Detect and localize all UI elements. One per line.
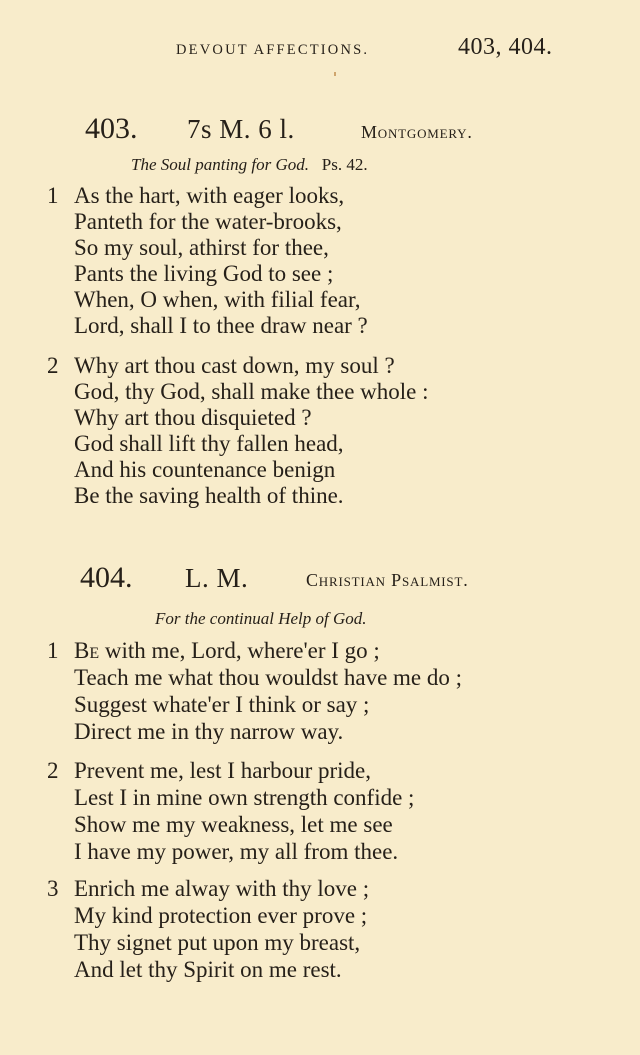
verse-line: Why art thou cast down, my soul ?: [74, 353, 395, 378]
hymn-number: 403.: [85, 112, 138, 145]
hymn-subtitle-text: The Soul panting for God.: [131, 155, 310, 174]
verse-line: [74, 638, 380, 664]
verse-line: Lest I in mine own strength confide ;: [74, 785, 415, 810]
verse-line: And his countenance benign: [74, 457, 336, 482]
running-title: DEVOUT AFFECTIONS.: [176, 42, 370, 58]
verse-line: Direct me in thy narrow way.: [74, 719, 344, 744]
verse-line: Thy signet put upon my breast,: [74, 930, 361, 955]
verse-line: When, O when, with filial fear,: [74, 287, 361, 312]
hymn-404-heading: [0, 561, 640, 601]
verse-line: I have my power, my all from thee.: [74, 839, 399, 864]
first-word-small-caps: Be: [74, 638, 100, 663]
stanza-number: 1: [47, 183, 59, 208]
verse-line: Teach me what thou wouldst have me do ;: [74, 665, 463, 690]
verse-line: Suggest whate'er I think or say ;: [74, 692, 370, 717]
stanza-number: 3: [47, 876, 59, 901]
verse-line: Be the saving health of thine.: [74, 483, 344, 508]
verse-line: Lord, shall I to thee draw near ?: [74, 313, 368, 338]
hymn-meter: L. M.: [185, 563, 249, 593]
verse-line: Pants the living God to see ;: [74, 261, 334, 286]
verse-line: Enrich me alway with thy love ;: [74, 876, 370, 901]
hymn-author: Montgomery.: [361, 122, 473, 142]
hymn-author: Christian Psalmist.: [306, 570, 469, 590]
verse-line: Show me my weakness, let me see: [74, 812, 393, 837]
hymn-subtitle: For the continual Help of God.: [155, 609, 367, 628]
verse-line: Prevent me, lest I harbour pride,: [74, 758, 371, 783]
hymn-meter: 7s M. 6 l.: [187, 114, 295, 144]
verse-line: And let thy Spirit on me rest.: [74, 957, 342, 982]
scripture-reference: Ps. 42.: [321, 155, 368, 174]
hymn-number: 404.: [80, 561, 133, 594]
stanza-number: 2: [47, 353, 59, 378]
first-line-rest: with me, Lord, where'er I go ;: [99, 638, 380, 663]
verse-line: As the hart, with eager looks,: [74, 183, 345, 208]
verse-line: God, thy God, shall make thee whole :: [74, 379, 429, 404]
ink-speck: [334, 72, 336, 76]
hymn-subtitle: [131, 155, 368, 175]
hymn-403-heading: [0, 112, 640, 152]
verse-line: So my soul, athirst for thee,: [74, 235, 329, 260]
stanza-number: 2: [47, 758, 59, 783]
verse-line: God shall lift thy fallen head,: [74, 431, 344, 456]
stanza-number: 1: [47, 638, 59, 663]
page-numbers: 403, 404.: [458, 34, 553, 60]
verse-line: Why art thou disquieted ?: [74, 405, 312, 430]
verse-line: Panteth for the water-brooks,: [74, 209, 342, 234]
verse-line: My kind protection ever prove ;: [74, 903, 368, 928]
